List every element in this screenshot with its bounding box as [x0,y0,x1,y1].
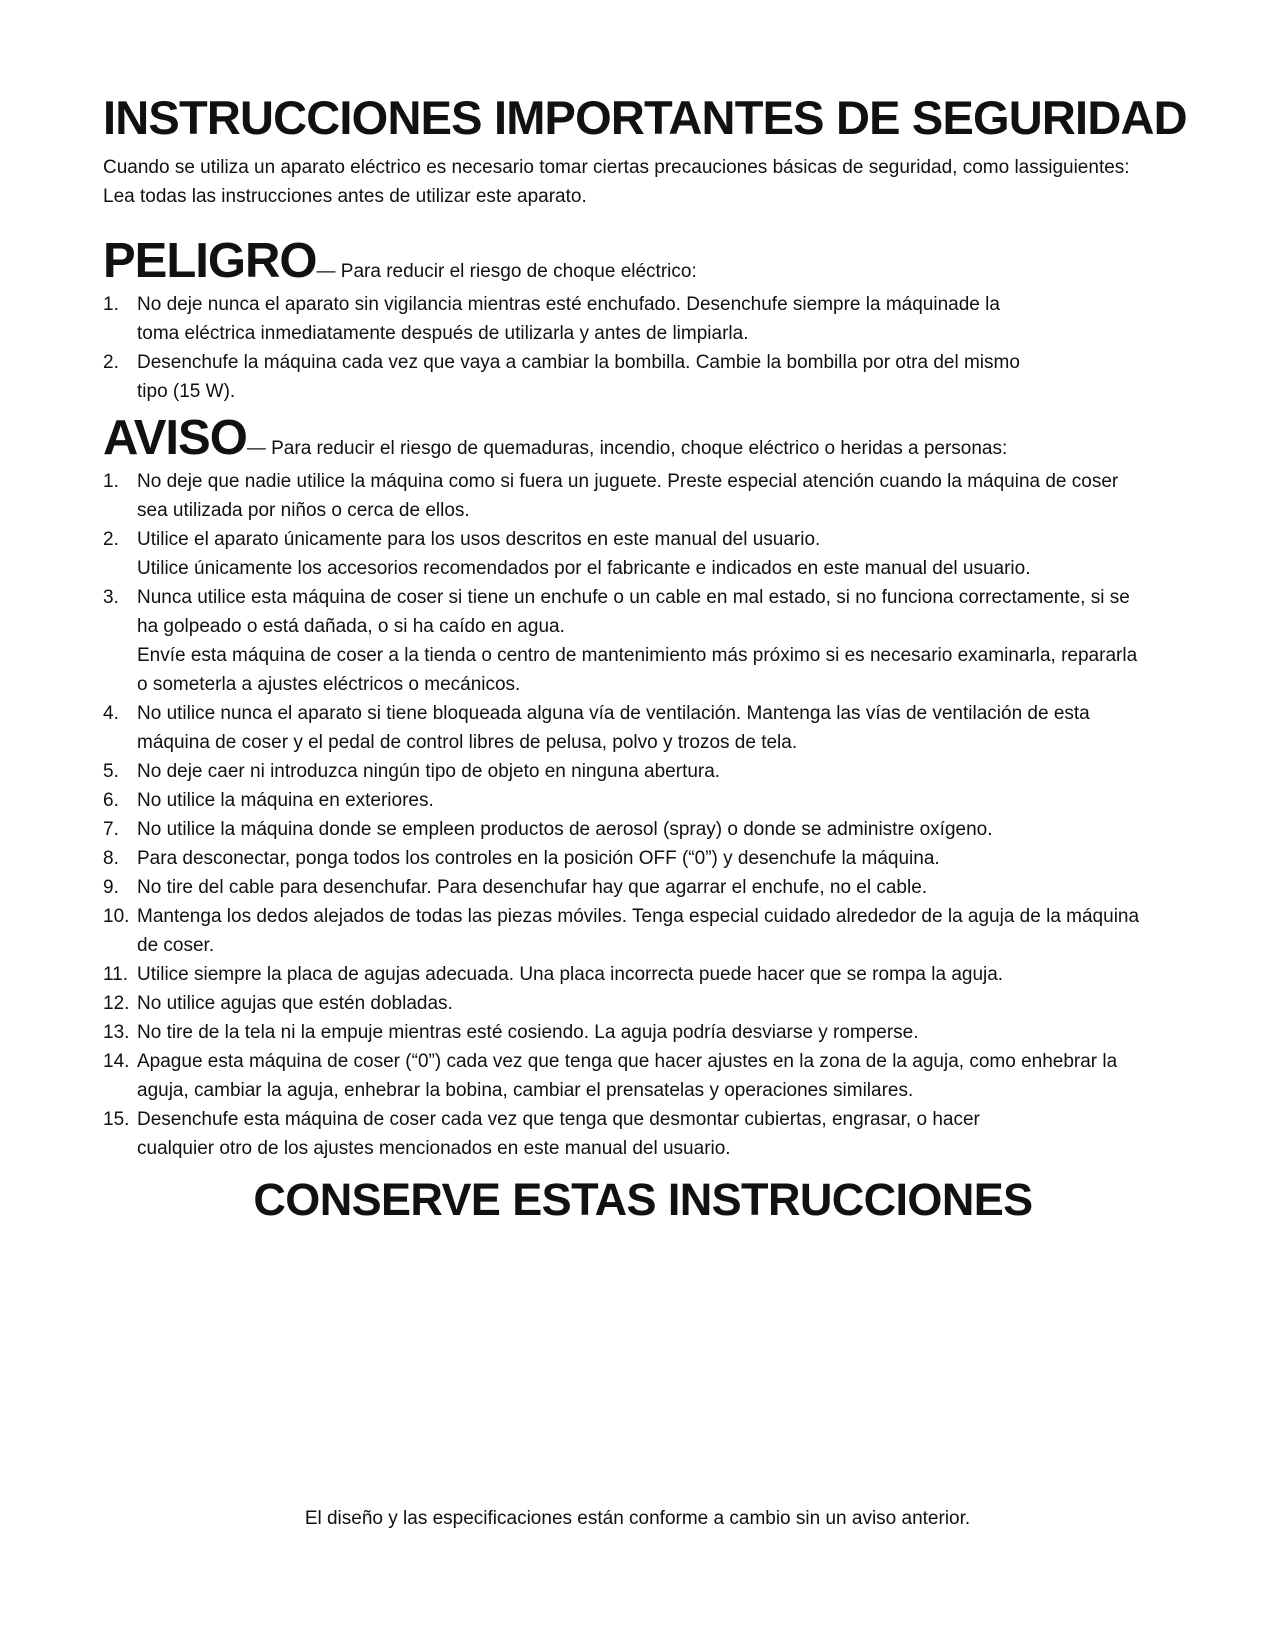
page-title: INSTRUCCIONES IMPORTANTES DE SEGURIDAD [103,91,1187,144]
item-number: 1. [103,471,119,492]
list-item [103,873,1183,902]
list-item [103,902,1183,960]
item-text: No deje nunca el aparato sin vigilancia mientras esté enchufado. Desenchufe siempre la máquinade la [137,294,1000,315]
item-number: 2. [103,352,119,373]
item-number: 14. [103,1051,130,1072]
item-number: 12. [103,993,130,1014]
list-item [103,467,1183,525]
item-text: No tire de la tela ni la empuje mientras esté cosiendo. La aguja podría desviarse y romperse. [137,1022,919,1043]
intro-line: Cuando se utiliza un aparato eléctrico es necesario tomar ciertas precauciones básicas de seguridad, como lassiguientes: [103,157,1130,178]
intro-line: Lea todas las instrucciones antes de utilizar este aparato. [103,186,587,207]
intro-paragraph [103,153,1183,211]
peligro-list [103,290,1183,406]
item-text: No utilice la máquina donde se empleen productos de aerosol (spray) o donde se administre oxígeno. [137,819,993,840]
item-number: 1. [103,294,119,315]
item-text: cualquier otro de los ajustes mencionados en este manual del usuario. [137,1138,731,1159]
aviso-heading [103,411,1183,465]
footer-note: El diseño y las especificaciones están conforme a cambio sin un aviso anterior. [304,1508,971,1529]
item-text: Nunca utilice esta máquina de coser si tiene un enchufe o un cable en mal estado, si no funciona correctamente, si se [137,587,1130,608]
list-item [103,1018,1183,1047]
item-text: de coser. [137,935,215,956]
item-text: Desenchufe esta máquina de coser cada vez que tenga que desmontar cubiertas, engrasar, o hacer [137,1109,980,1130]
item-text: sea utilizada por niños o cerca de ellos. [137,500,470,521]
item-number: 5. [103,761,119,782]
list-item [103,525,1183,583]
list-item [103,583,1183,699]
item-number: 9. [103,877,119,898]
item-text: tipo (15 W). [137,381,236,402]
list-item [103,989,1183,1018]
item-number: 13. [103,1022,130,1043]
item-text: No utilice agujas que estén dobladas. [137,993,453,1014]
item-number: 2. [103,529,119,550]
peligro-heading [103,234,1183,288]
document-page [103,91,1187,1225]
list-item [103,844,1183,873]
aviso-title: AVISO [103,411,247,465]
item-text: toma eléctrica inmediatamente después de utilizarla y antes de limpiarla. [137,323,749,344]
item-text: No utilice nunca el aparato si tiene bloqueada alguna vía de ventilación. Mantenga las vías de ventilación de esta [137,703,1090,724]
item-text: ha golpeado o está dañada, o si ha caído en agua. [137,616,565,637]
item-text: No deje que nadie utilice la máquina como si fuera un juguete. Preste especial atención cuando la máquina de coser [137,471,1119,492]
aviso-list [103,467,1183,1163]
item-text: Para desconectar, ponga todos los controles en la posición OFF (“0”) y desenchufe la máquina. [137,848,940,869]
item-text: Envíe esta máquina de coser a la tienda o centro de mantenimiento más próximo si es necesario examinarla, repararla [137,645,1138,666]
aviso-subtitle: — Para reducir el riesgo de quemaduras, incendio, choque eléctrico o heridas a personas: [246,438,1008,459]
item-number: 4. [103,703,119,724]
item-number: 6. [103,790,119,811]
item-text: No tire del cable para desenchufar. Para desenchufar hay que agarrar el enchufe, no el cable. [137,877,928,898]
item-text: No deje caer ni introduzca ningún tipo de objeto en ninguna abertura. [137,761,721,782]
item-text: aguja, cambiar la aguja, enhebrar la bobina, cambiar el prensatelas y operaciones similares. [137,1080,914,1101]
list-item [103,1105,1183,1163]
item-text: Utilice únicamente los accesorios recomendados por el fabricante e indicados en este manual del usuario. [137,558,1031,579]
list-item [103,1047,1183,1105]
list-item [103,757,1183,786]
list-item [103,699,1183,757]
peligro-title: PELIGRO [103,234,317,288]
list-item [103,290,1183,348]
list-item [103,815,1183,844]
item-text: o someterla a ajustes eléctricos o mecánicos. [137,674,521,695]
item-text: Utilice el aparato únicamente para los usos descritos en este manual del usuario. [137,529,821,550]
item-text: Mantenga los dedos alejados de todas las piezas móviles. Tenga especial cuidado alrededor de la aguja de la máquina [137,906,1140,927]
item-text: Apague esta máquina de coser (“0”) cada vez que tenga que hacer ajustes en la zona de la aguja, como enhebrar la [137,1051,1118,1072]
conserve-heading: CONSERVE ESTAS INSTRUCCIONES [253,1174,1033,1225]
item-number: 10. [103,906,130,927]
item-number: 7. [103,819,119,840]
item-number: 3. [103,587,119,608]
item-text: máquina de coser y el pedal de control libres de pelusa, polvo y trozos de tela. [137,732,798,753]
list-item [103,348,1183,406]
item-text: Utilice siempre la placa de agujas adecuada. Una placa incorrecta puede hacer que se rompa la aguja. [137,964,1004,985]
list-item [103,786,1183,815]
peligro-subtitle: — Para reducir el riesgo de choque eléctrico: [316,261,697,282]
item-number: 8. [103,848,119,869]
item-number: 11. [103,964,129,985]
item-text: Desenchufe la máquina cada vez que vaya a cambiar la bombilla. Cambie la bombilla por otra del mismo [137,352,1020,373]
list-item [103,960,1183,989]
item-number: 15. [103,1109,130,1130]
item-text: No utilice la máquina en exteriores. [137,790,434,811]
